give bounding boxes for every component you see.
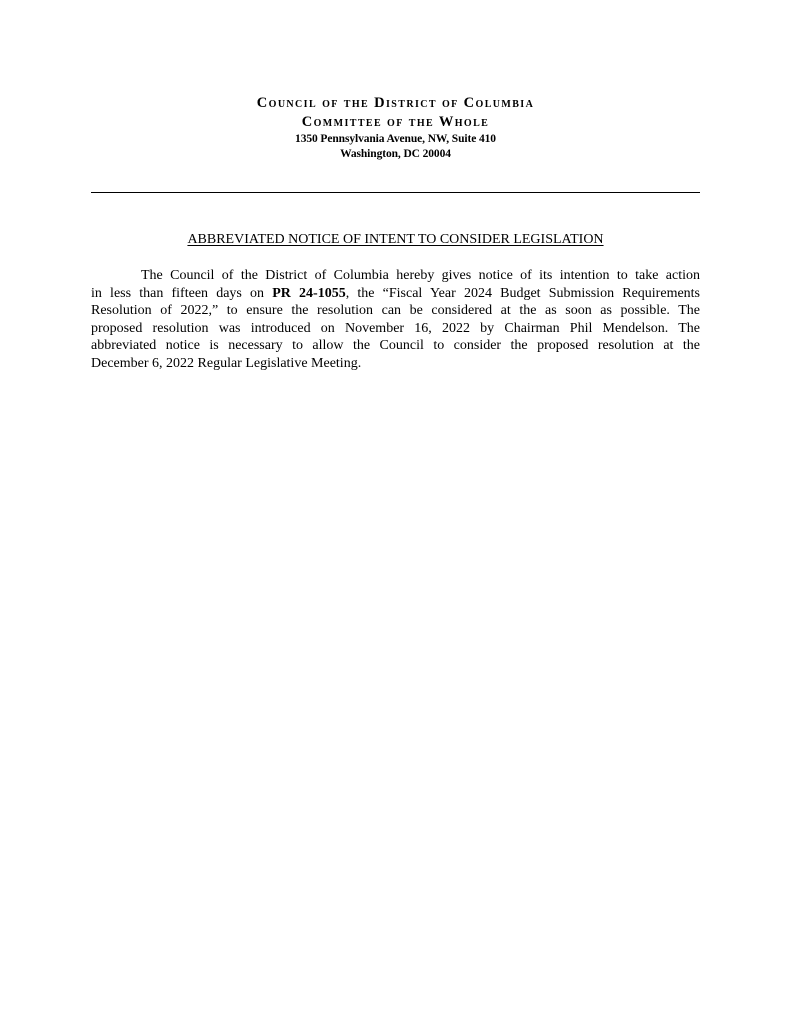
- paragraph-line: proposed resolution was introduced on November 16, 2022 by Chairman Phil Mendelson. The: [91, 320, 700, 336]
- letterhead: [0, 94, 791, 162]
- notice-paragraph: [91, 267, 700, 373]
- paragraph-text: in less than fifteen days on: [91, 285, 273, 301]
- notice-heading: ABBREVIATED NOTICE OF INTENT TO CONSIDER LEGISLATION: [187, 232, 604, 247]
- paragraph-line: The Council of the District of Columbia hereby gives notice of its intention to take action: [141, 268, 700, 283]
- bill-number: PR 24-1055: [272, 285, 346, 301]
- paragraph-line: [91, 285, 700, 303]
- paragraph-line: Resolution of 2022,” to ensure the resolution can be considered at the as soon as possible. The: [91, 303, 700, 319]
- paragraph-line: abbreviated notice is necessary to allow the Council to consider the proposed resolution at the: [91, 338, 700, 354]
- committee-name: Committee of the Whole: [301, 114, 490, 130]
- paragraph-line: December 6, 2022 Regular Legislative Meeting.: [91, 355, 362, 371]
- city-address: Washington, DC 20004: [340, 148, 451, 160]
- horizontal-rule: [91, 192, 700, 193]
- paragraph-text: , the “Fiscal Year 2024 Budget Submission Requirements: [345, 285, 701, 301]
- street-address: 1350 Pennsylvania Avenue, NW, Suite 410: [295, 133, 496, 145]
- council-name: Council of the District of Columbia: [256, 95, 535, 111]
